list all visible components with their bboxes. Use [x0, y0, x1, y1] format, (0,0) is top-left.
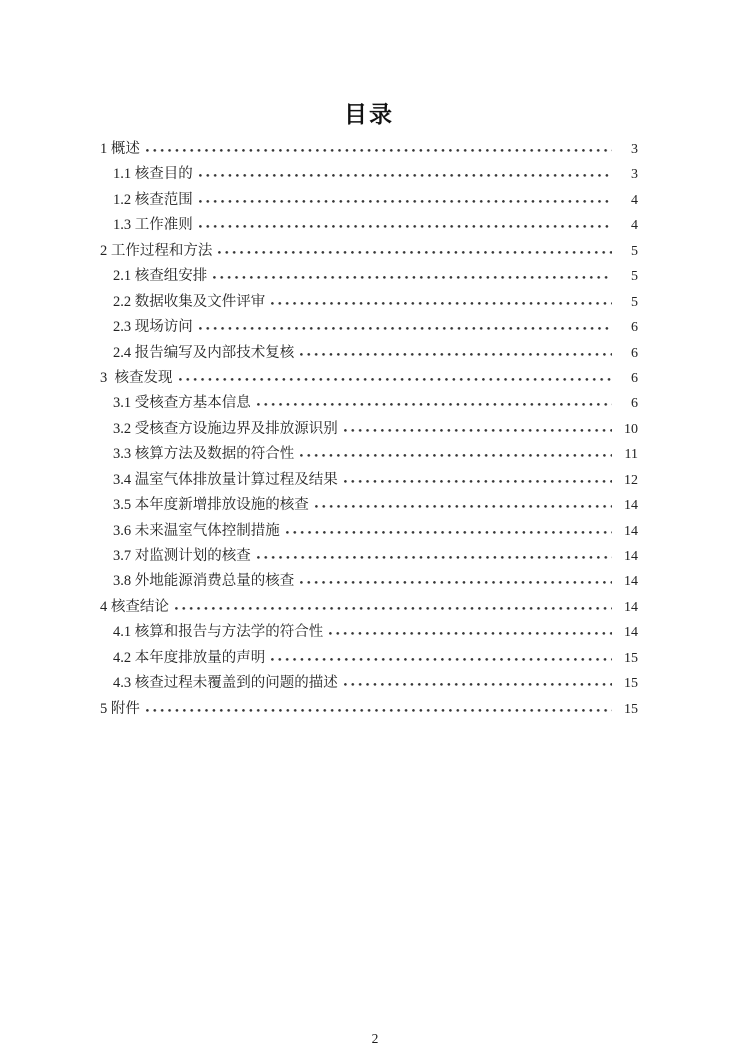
toc-page-number: 4	[631, 192, 638, 208]
toc-entry[interactable]	[100, 369, 638, 394]
toc-leader-dots	[344, 682, 612, 687]
toc-entry-label: 4.2 本年度排放量的声明	[113, 649, 266, 666]
toc-entry-label: 3.6 未来温室气体控制措施	[113, 522, 280, 539]
toc-entry-label: 3 核查发现	[100, 369, 173, 386]
table-of-contents	[100, 101, 638, 725]
toc-entry[interactable]	[100, 344, 638, 369]
toc-page-number: 6	[631, 320, 638, 336]
toc-list	[100, 140, 638, 725]
toc-entry[interactable]	[100, 165, 638, 190]
toc-entry-label: 2.3 现场访问	[113, 319, 193, 336]
toc-entry[interactable]	[100, 700, 638, 725]
toc-entry[interactable]	[100, 471, 638, 496]
toc-entry-label: 1.1 核查目的	[113, 166, 193, 183]
toc-leader-dots	[218, 250, 612, 255]
toc-leader-dots	[179, 377, 613, 382]
toc-leader-dots	[199, 173, 612, 178]
toc-page-number: 14	[624, 498, 638, 514]
toc-page-number: 6	[631, 370, 638, 386]
toc-entry[interactable]	[100, 267, 638, 292]
toc-entry-label: 1.2 核查范围	[113, 191, 193, 208]
toc-entry-label: 1.3 工作准则	[113, 217, 193, 234]
toc-leader-dots	[300, 352, 612, 357]
toc-entry-label: 3.7 对监测计划的核查	[113, 548, 251, 564]
toc-page-number: 3	[631, 167, 638, 183]
toc-entry-label: 3.8 外地能源消费总量的核查	[113, 573, 295, 590]
toc-entry[interactable]	[100, 242, 638, 267]
toc-entry[interactable]	[100, 674, 638, 699]
toc-page-number: 6	[631, 396, 638, 412]
toc-entry-label: 4 核查结论	[100, 598, 169, 615]
toc-page-number: 5	[631, 269, 638, 285]
toc-entry-label: 4.1 核算和报告与方法学的符合性	[113, 624, 324, 641]
toc-leader-dots	[146, 148, 612, 153]
toc-entry-label: 2.2 数据收集及文件评审	[113, 293, 266, 310]
toc-entry[interactable]	[100, 522, 638, 547]
toc-entry[interactable]	[100, 140, 638, 165]
toc-leader-dots	[344, 428, 612, 433]
toc-page-number: 6	[631, 345, 638, 361]
page-number-footer: 2	[371, 1031, 379, 1046]
toc-page-number: 15	[624, 650, 638, 666]
toc-page-number: 15	[624, 701, 638, 717]
toc-entry-label: 3.1 受核查方基本信息	[113, 395, 251, 412]
toc-entry[interactable]	[100, 216, 638, 241]
toc-entry[interactable]	[100, 293, 638, 318]
toc-entry-label: 2.1 核查组安排	[113, 268, 208, 285]
toc-leader-dots	[300, 453, 612, 458]
toc-page-number: 14	[624, 574, 638, 590]
toc-leader-dots	[271, 657, 612, 662]
toc-entry[interactable]	[100, 318, 638, 343]
toc-entry[interactable]	[100, 623, 638, 648]
toc-page-number: 11	[624, 447, 638, 463]
toc-leader-dots	[344, 479, 612, 484]
toc-entry[interactable]	[100, 572, 638, 597]
toc-leader-dots	[286, 530, 612, 535]
toc-entry[interactable]	[100, 420, 638, 445]
toc-entry-label: 3.3 核算方法及数据的符合性	[113, 446, 295, 463]
toc-entry-label: 3.5 本年度新增排放设施的核查	[113, 497, 309, 514]
toc-page-number: 14	[624, 599, 638, 615]
toc-leader-dots	[271, 301, 612, 306]
toc-page-number: 15	[624, 676, 638, 692]
toc-entry-label: 4.3 核查过程未覆盖到的问题的描述	[113, 675, 338, 692]
toc-entry-label: 2.4 报告编写及内部技术复核	[113, 344, 295, 361]
toc-page-number: 3	[631, 142, 638, 157]
toc-page-number: 5	[631, 294, 638, 310]
toc-page-number: 14	[624, 625, 638, 641]
toc-entry-label: 2 工作过程和方法	[100, 242, 213, 259]
toc-entry[interactable]	[100, 445, 638, 470]
toc-leader-dots	[146, 708, 612, 713]
toc-leader-dots	[199, 199, 612, 204]
toc-leader-dots	[175, 606, 612, 611]
toc-entry-label: 5 附件	[100, 700, 140, 717]
toc-page-number: 12	[624, 472, 638, 488]
toc-leader-dots	[329, 631, 612, 636]
toc-entry[interactable]	[100, 191, 638, 216]
toc-entry-label: 3.4 温室气体排放量计算过程及结果	[113, 471, 338, 488]
toc-page-number: 10	[624, 421, 638, 437]
toc-leader-dots	[257, 555, 612, 560]
toc-leader-dots	[199, 224, 612, 229]
toc-entry-label: 3.2 受核查方设施边界及排放源识别	[113, 420, 338, 437]
toc-entry[interactable]	[100, 598, 638, 623]
toc-title: 目录	[344, 102, 394, 127]
toc-leader-dots	[315, 504, 612, 509]
toc-entry[interactable]	[100, 547, 638, 572]
toc-page-number: 5	[631, 243, 638, 259]
toc-leader-dots	[300, 580, 612, 585]
toc-page-number: 4	[631, 218, 638, 234]
toc-entry[interactable]	[100, 649, 638, 674]
toc-leader-dots	[213, 275, 612, 280]
toc-page-number: 14	[624, 523, 638, 539]
toc-leader-dots	[257, 402, 612, 407]
toc-entry[interactable]	[100, 496, 638, 521]
toc-page-number: 14	[624, 549, 638, 564]
toc-entry[interactable]	[100, 394, 638, 419]
toc-leader-dots	[199, 326, 612, 331]
toc-entry-label: 1 概述	[100, 141, 140, 157]
